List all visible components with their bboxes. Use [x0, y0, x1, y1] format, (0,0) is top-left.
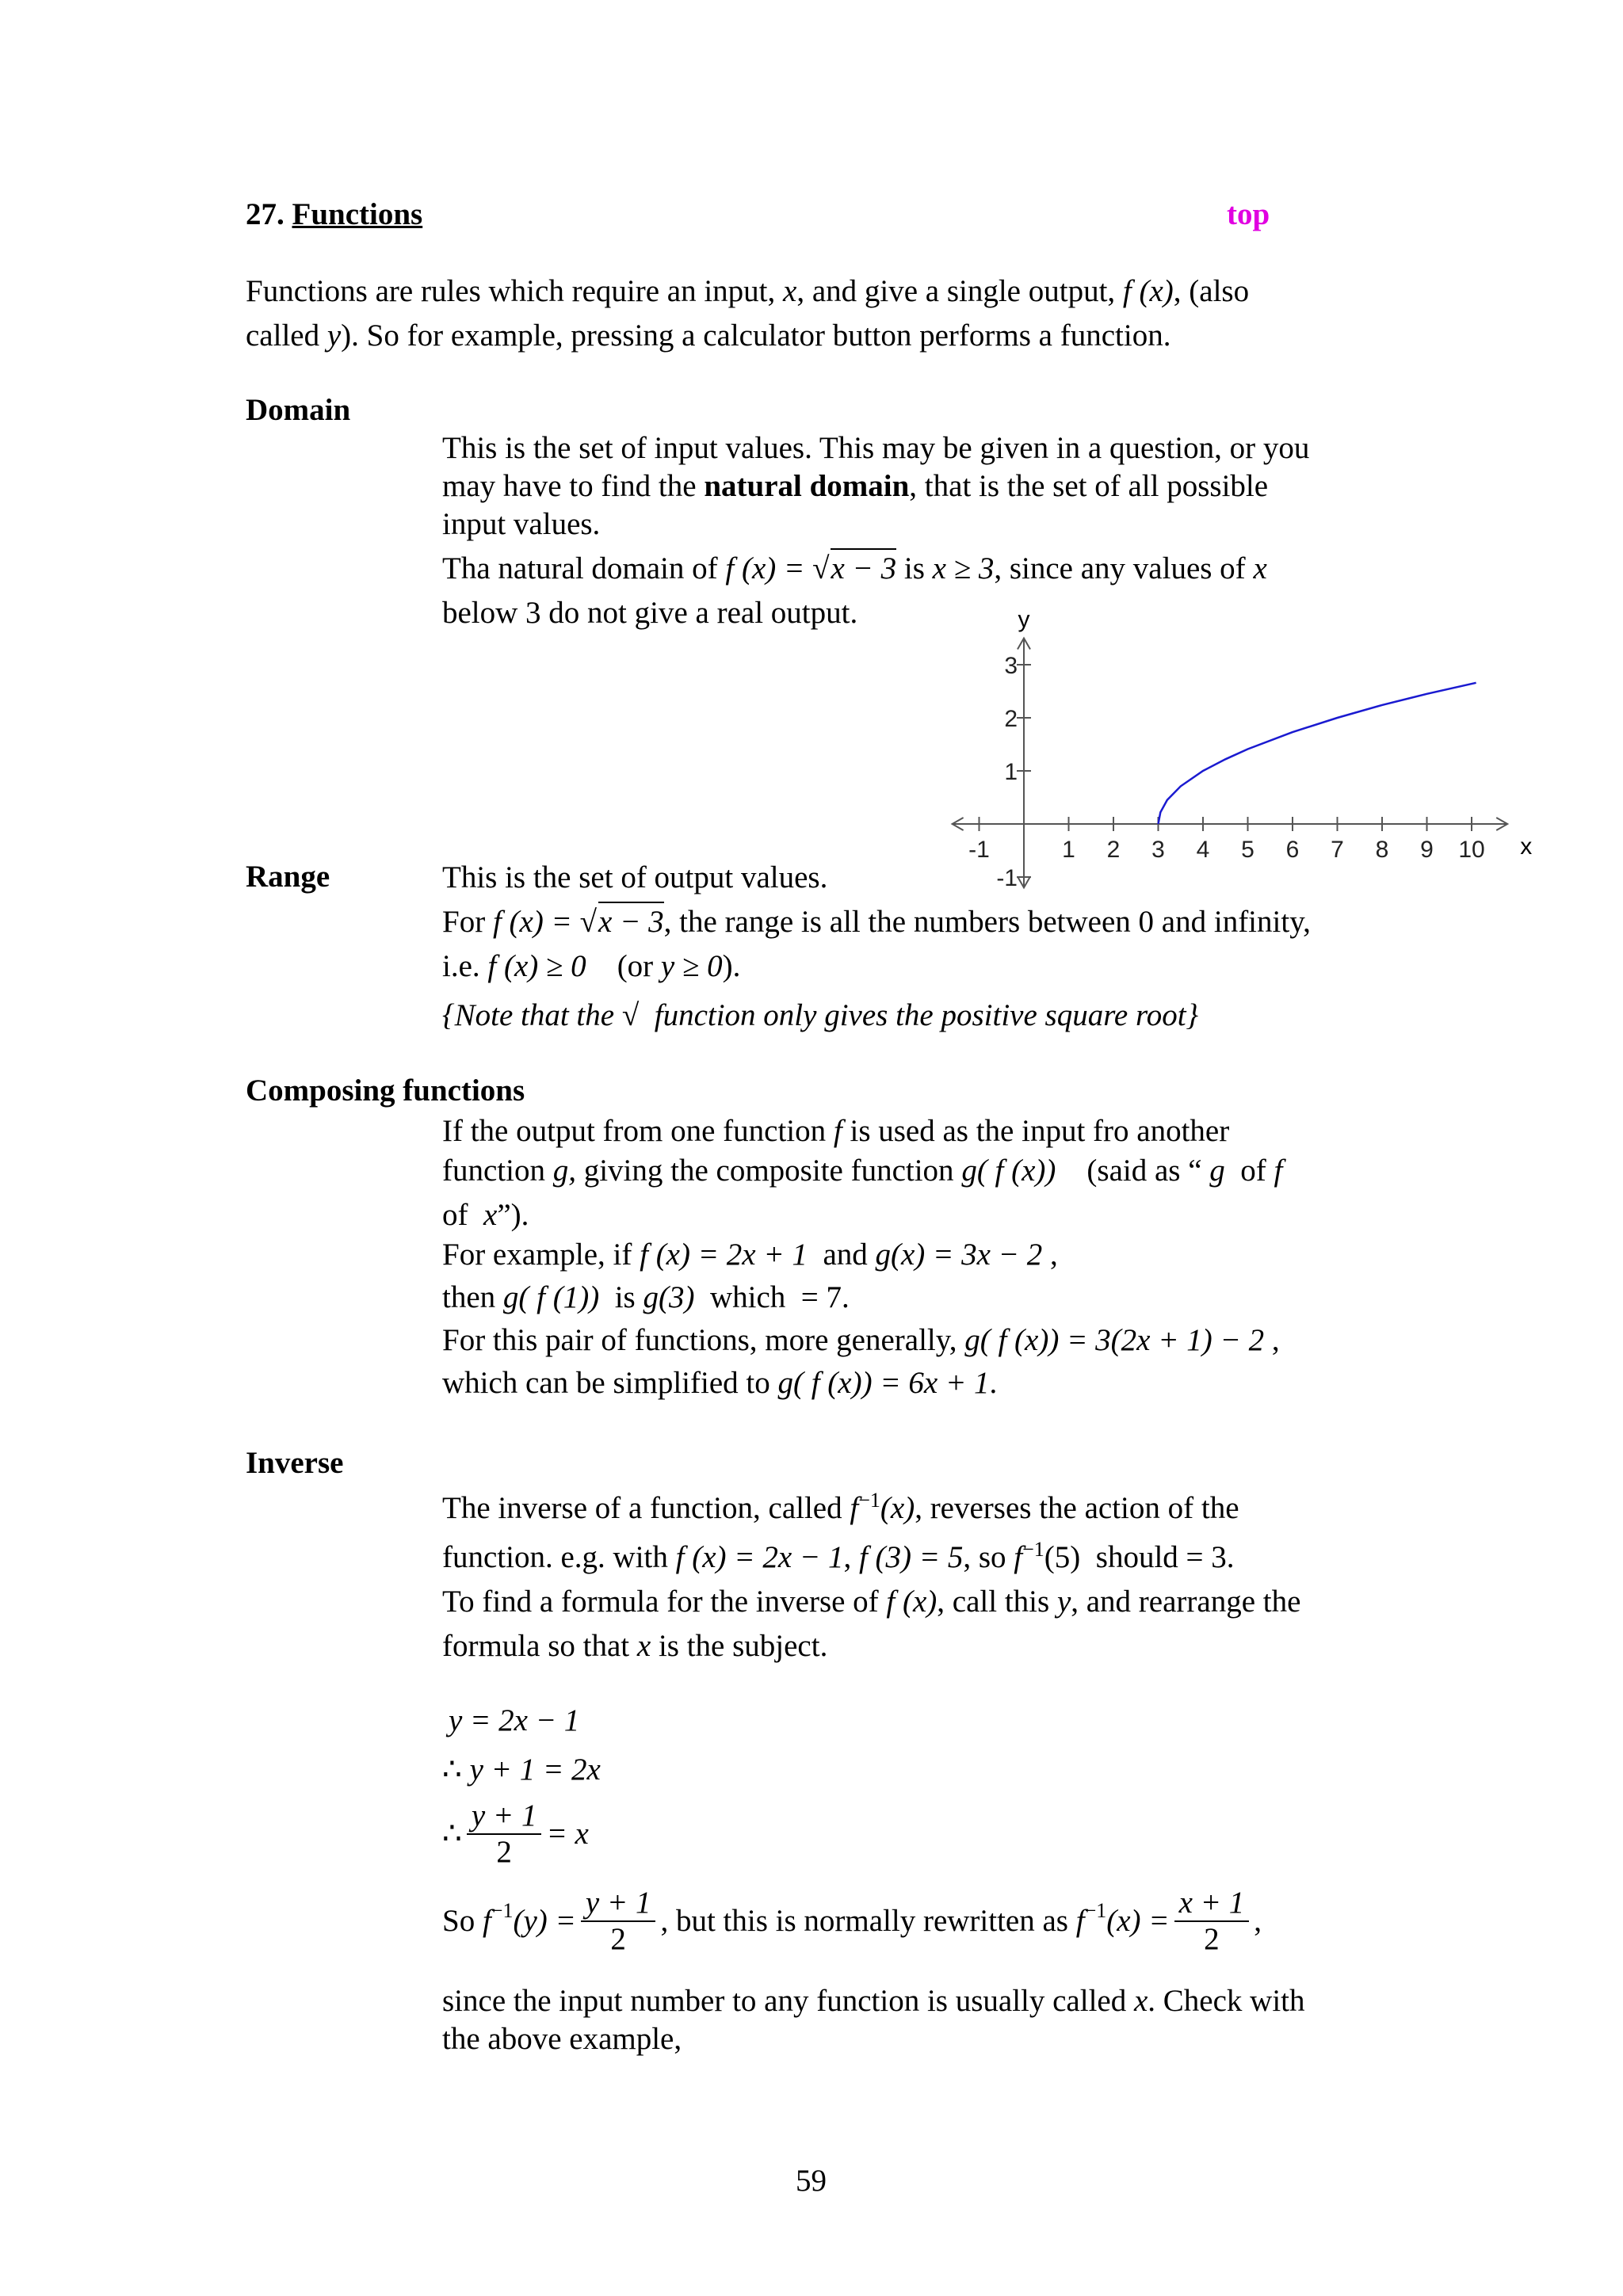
section-title [246, 196, 422, 232]
x-tick-label: 9 [1420, 837, 1434, 863]
intro-line-2: called y). So for example, pressing a calculator button performs a function. [246, 318, 1171, 353]
intro-line-1: Functions are rules which require an input, x, and give a single output, f (x), (also [246, 274, 1250, 308]
equation-1: y = 2x − 1 [449, 1703, 580, 1737]
section-title-text: Functions [292, 197, 423, 231]
x-tick-label: 1 [1062, 837, 1075, 863]
domain-heading: Domain [246, 393, 351, 427]
range-line-3: i.e. f (x) ≥ 0 (or y ≥ 0). [442, 949, 741, 983]
x-tick-label: 2 [1106, 837, 1121, 863]
composing-line-6: For this pair of functions, more generally, g( f (x)) = 3(2x + 1) − 2 , [442, 1323, 1280, 1357]
domain-line-3: input values. [442, 507, 601, 541]
composing-line-3: of x”). [442, 1198, 529, 1232]
composing-line-5: then g( f (1)) is g(3) which = 7. [442, 1280, 850, 1314]
section-number: 27. [246, 197, 285, 231]
composing-line-7: which can be simplified to g( f (x)) = 6x + 1. [442, 1366, 998, 1400]
range-heading: Range [246, 860, 330, 894]
sqrt-symbol: √ [621, 998, 640, 1032]
range-line-2: For f (x) = √x − 3, the range is all the numbers between 0 and infinity, [442, 900, 1311, 944]
x-tick-label: 5 [1241, 837, 1254, 863]
domain-line-4: Tha natural domain of f (x) = √x − 3 is x ≥ 3, since any values of x [442, 547, 1267, 591]
composing-heading: Composing functions [246, 1074, 525, 1108]
equation-3: ∴ $\frac{y + 1}{2}$ = x [442, 1798, 589, 1869]
therefore-symbol: ∴ [442, 1753, 462, 1787]
range-note: {Note that the √ function only gives the positive square root} [442, 998, 1199, 1032]
inverse-line-4: formula so that x is the subject. [442, 1629, 828, 1663]
x-tick-label: 4 [1196, 837, 1210, 863]
domain-line-2: may have to find the natural domain, that is the set of all possible [442, 469, 1269, 503]
fraction: $\frac{y + 1}{2}$ [581, 1886, 656, 1957]
x-axis-label: x [1520, 833, 1533, 860]
inverse-line-1: The inverse of a function, called $f^{-1}(x)$, reverses the action of the [442, 1489, 1239, 1525]
y-tick-label: 1 [1004, 759, 1018, 785]
sqrt-function-graph [927, 602, 1533, 903]
equation-2: ∴ y + 1 = 2x [442, 1753, 601, 1787]
inverse-formula-line: So $f^{-1}(y)$ = $\frac{y + 1}{2}$ , but this is normally rewritten as $f^{-1}(x)$ = $\frac{x + 1}{2}$ , [442, 1886, 1262, 1956]
therefore-symbol: ∴ [442, 1817, 462, 1851]
x-tick-label: 7 [1331, 837, 1344, 863]
inverse-line-5: since the input number to any function is usually called x. Check with [442, 1984, 1305, 2018]
x-tick-label: 8 [1375, 837, 1389, 863]
domain-line-5: below 3 do not give a real output. [442, 596, 858, 630]
graph-ticks [968, 653, 1485, 891]
y-tick-label: 2 [1004, 706, 1018, 732]
composing-line-4: For example, if f (x) = 2x + 1 and g(x) = 3x − 2 , [442, 1238, 1058, 1272]
page-number: 59 [796, 2164, 827, 2198]
composing-line-1: If the output from one function f is used as the input fro another [442, 1114, 1230, 1148]
y-tick-label: -1 [996, 865, 1018, 891]
x-tick-label: -1 [968, 837, 990, 863]
inverse-line-2: function. e.g. with f (x) = 2x − 1, f (3) = 5, so $f^{-1}(5)$ should = 3. [442, 1538, 1235, 1574]
function-curve [1159, 683, 1476, 824]
inverse-line-3: To find a formula for the inverse of f (x), call this y, and rearrange the [442, 1585, 1301, 1619]
y-tick-label: 3 [1004, 653, 1018, 679]
composing-line-2: function g, giving the composite function g( f (x)) (said as “ g of f [442, 1154, 1283, 1188]
domain-line-1: This is the set of input values. This may be given in a question, or you [442, 431, 1310, 465]
y-axis-label: y [1018, 606, 1030, 633]
x-tick-label: 10 [1458, 837, 1485, 863]
inverse-heading: Inverse [246, 1446, 344, 1480]
fraction: $\frac{y + 1}{2}$ [467, 1798, 542, 1870]
x-tick-label: 6 [1285, 837, 1300, 863]
fraction: $\frac{x + 1}{2}$ [1174, 1886, 1250, 1957]
top-link[interactable]: top [1227, 197, 1270, 231]
inverse-line-6: the above example, [442, 2022, 682, 2056]
range-line-1: This is the set of output values. [442, 860, 828, 894]
x-tick-label: 3 [1151, 837, 1165, 863]
